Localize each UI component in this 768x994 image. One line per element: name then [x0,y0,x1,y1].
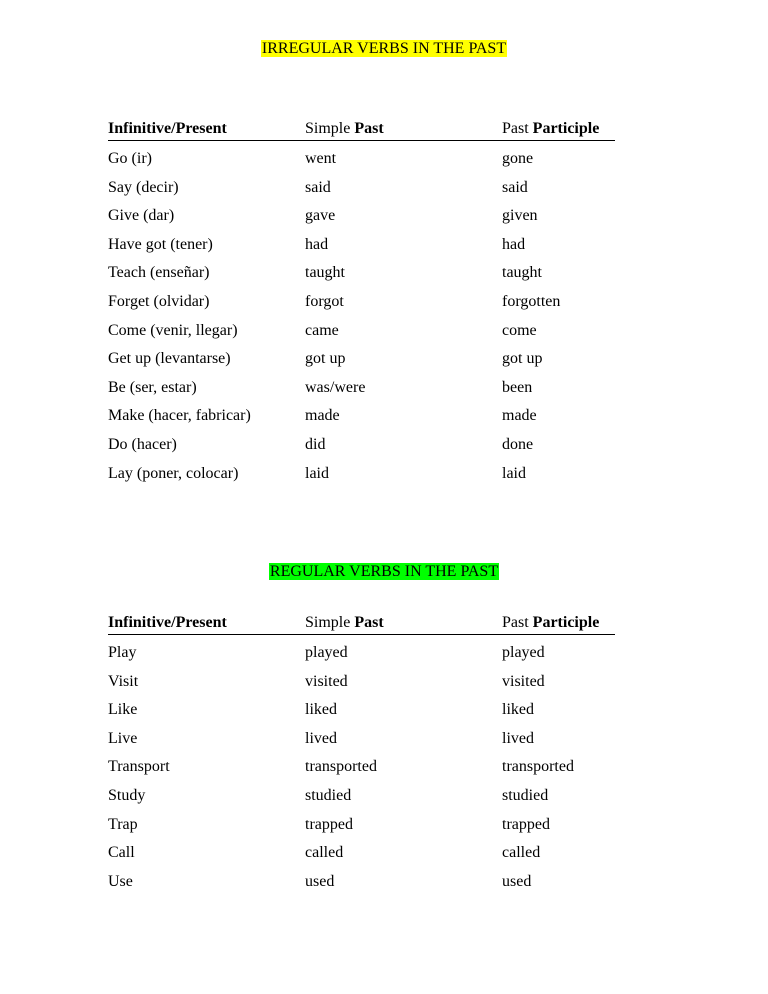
cell-infinitive: Forget (olvidar) [108,292,210,310]
cell-past-participle: given [502,207,538,225]
regular-title [0,563,768,581]
cell-past-participle: been [502,378,533,396]
header-text: Past [502,614,533,631]
header-infinitive: Infinitive/Present [108,614,227,631]
cell-infinitive: Study [108,786,146,804]
cell-past-participle: got up [502,350,543,368]
cell-infinitive: Go (ir) [108,150,152,167]
irregular-title [0,40,768,58]
cell-infinitive: Like [108,701,138,719]
cell-past-participle: liked [502,701,534,719]
cell-infinitive: Make (hacer, fabricar) [108,407,251,425]
table-header [108,118,615,141]
cell-past-participle: gone [502,150,534,167]
cell-simple-past: was/were [305,378,366,396]
cell-simple-past: transported [305,758,377,776]
header-text-bold: Participle [532,614,600,631]
cell-simple-past: used [305,872,335,890]
cell-past-participle: said [502,178,528,196]
cell-simple-past: studied [305,786,352,804]
table-row [108,635,615,664]
cell-past-participle: forgotten [502,292,561,310]
cell-past-participle: visited [502,672,545,690]
header-simple-past [305,120,384,138]
header-text: Simple [305,614,355,631]
cell-simple-past: got up [305,350,346,368]
cell-infinitive: Transport [108,758,170,776]
cell-infinitive: Live [108,729,138,747]
table-row [108,255,615,284]
table-row [108,427,615,456]
cell-simple-past: laid [305,464,329,482]
cell-past-participle: lived [502,729,534,747]
irregular-title-text: IRREGULAR VERBS IN THE PAST [261,40,507,57]
table-row [108,284,615,313]
cell-past-participle: played [502,644,545,661]
cell-simple-past: went [305,150,337,167]
cell-infinitive: Play [108,644,137,661]
cell-infinitive: Teach (enseñar) [108,264,210,282]
cell-simple-past: trapped [305,815,353,833]
table-row [108,141,615,170]
table-row [108,170,615,199]
cell-infinitive: Use [108,872,133,890]
cell-infinitive: Do (hacer) [108,435,177,453]
cell-infinitive: Give (dar) [108,207,175,225]
cell-infinitive: Get up (levantarse) [108,350,231,368]
cell-past-participle: called [502,844,541,862]
table-row [108,198,615,227]
regular-verbs-table [108,612,615,892]
cell-simple-past: did [305,435,326,453]
header-past-participle [502,120,599,138]
cell-infinitive: Visit [108,672,139,690]
table-row [108,370,615,399]
cell-infinitive: Trap [108,815,138,833]
table-row [108,398,615,427]
cell-past-participle: laid [502,464,526,482]
table-row [108,864,615,893]
header-infinitive: Infinitive/Present [108,120,227,137]
cell-infinitive: Be (ser, estar) [108,378,197,396]
cell-simple-past: gave [305,207,336,225]
header-simple-past [305,614,384,632]
cell-simple-past: played [305,644,348,661]
cell-past-participle: trapped [502,815,550,833]
table-row [108,749,615,778]
table-row [108,692,615,721]
header-text-bold: Past [354,120,384,137]
cell-simple-past: called [305,844,344,862]
table-header [108,612,615,635]
cell-simple-past: lived [305,729,337,747]
header-text: Past [502,120,533,137]
cell-simple-past: made [305,407,340,425]
cell-simple-past: taught [305,264,345,282]
irregular-verbs-table [108,118,615,484]
cell-past-participle: transported [502,758,574,776]
cell-infinitive: Come (venir, llegar) [108,321,238,339]
cell-past-participle: taught [502,264,542,282]
header-text-bold: Participle [532,120,600,137]
cell-past-participle: had [502,235,526,253]
cell-simple-past: came [305,321,339,339]
cell-simple-past: liked [305,701,337,719]
cell-infinitive: Say (decir) [108,178,179,196]
cell-simple-past: had [305,235,329,253]
cell-simple-past: said [305,178,331,196]
table-row [108,313,615,342]
cell-past-participle: studied [502,786,549,804]
header-past-participle [502,614,599,632]
regular-title-text: REGULAR VERBS IN THE PAST [269,563,499,580]
table-row [108,227,615,256]
cell-infinitive: Call [108,844,135,862]
table-row [108,341,615,370]
cell-infinitive: Lay (poner, colocar) [108,464,239,482]
table-row [108,778,615,807]
cell-simple-past: visited [305,672,348,690]
table-row [108,835,615,864]
cell-simple-past: forgot [305,292,344,310]
header-text-bold: Past [354,614,384,631]
cell-past-participle: used [502,872,532,890]
table-row [108,807,615,836]
cell-past-participle: come [502,321,537,339]
header-text: Simple [305,120,355,137]
cell-infinitive: Have got (tener) [108,235,213,253]
cell-past-participle: done [502,435,534,453]
table-row [108,664,615,693]
table-row [108,721,615,750]
cell-past-participle: made [502,407,537,425]
table-row [108,456,615,485]
